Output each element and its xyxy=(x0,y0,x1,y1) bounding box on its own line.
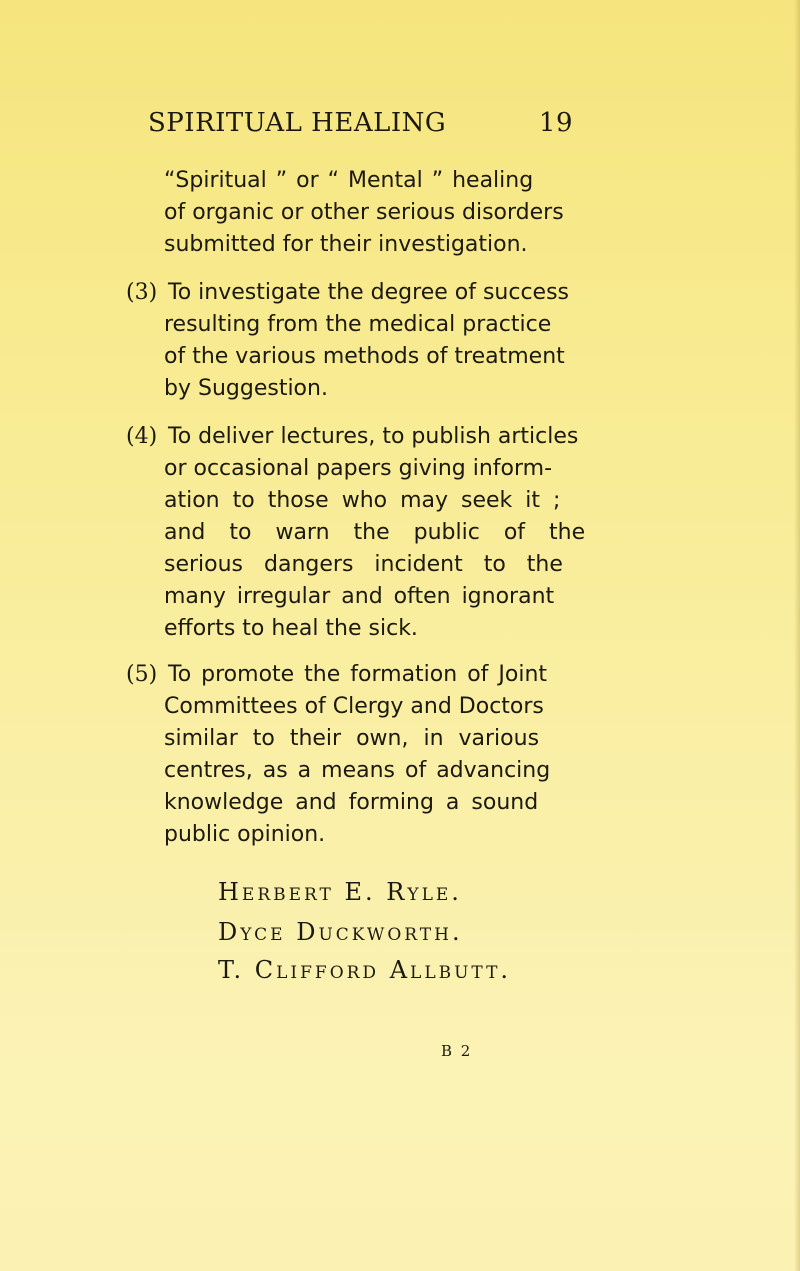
page-edge-shadow xyxy=(794,0,800,1271)
page-number: 19 xyxy=(538,108,573,138)
body-line: resulting from the medical practice xyxy=(164,312,552,337)
item-number: (4) xyxy=(126,424,158,449)
signatory-name: Herbert E. Ryle. xyxy=(218,878,462,906)
body-line: ation to those who may seek it ; xyxy=(164,488,561,513)
body-line: public opinion. xyxy=(164,822,326,847)
signatory-name: T. Clifford Allbutt. xyxy=(218,956,512,984)
body-line: many irregular and often ignorant xyxy=(164,584,555,609)
body-line: To promote the formation of Joint xyxy=(168,662,548,687)
body-line: submitted for their investigation. xyxy=(164,232,528,257)
body-line: of the various methods of treatment xyxy=(164,344,565,369)
signatory-name: Dyce Duckworth. xyxy=(218,918,463,946)
body-line: knowledge and forming a sound xyxy=(164,790,539,815)
body-line: To deliver lectures, to publish articles xyxy=(168,424,579,449)
body-line: To investigate the degree of success xyxy=(168,280,570,305)
running-head xyxy=(148,108,573,148)
body-line: “Spiritual ” or “ Mental ” healing xyxy=(164,168,534,193)
body-line: or occasional papers giving inform- xyxy=(164,456,553,481)
body-line: centres, as a means of advancing xyxy=(164,758,551,783)
item-number: (3) xyxy=(126,280,158,305)
item-number: (5) xyxy=(126,662,158,687)
body-line: serious dangers incident to the xyxy=(164,552,563,577)
body-line: similar to their own, in various xyxy=(164,726,540,751)
printer-signature-mark: B 2 xyxy=(441,1042,473,1060)
body-line: and to warn the public of the xyxy=(164,520,586,545)
running-head-title: SPIRITUAL HEALING xyxy=(148,108,447,138)
body-line: by Suggestion. xyxy=(164,376,328,401)
body-line: of organic or other serious disorders xyxy=(164,200,564,225)
body-line: Committees of Clergy and Doctors xyxy=(164,694,544,719)
body-line: efforts to heal the sick. xyxy=(164,616,418,641)
